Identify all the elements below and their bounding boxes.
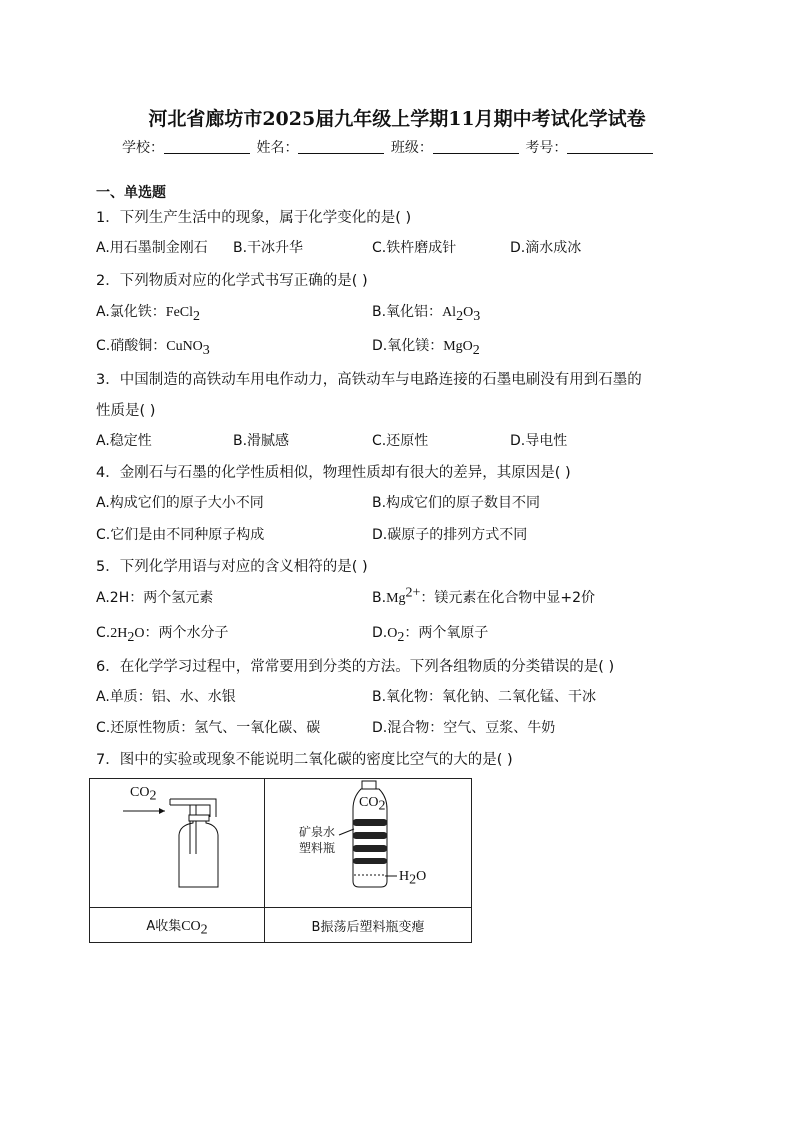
figure-b-label-line1: 矿泉水 (299, 825, 336, 839)
question-3-option-a[interactable]: A.稳定性 (96, 433, 152, 449)
question-7-stem: 7．图中的实验或现象不能说明二氧化碳的密度比空气的大的是( ) (96, 752, 513, 768)
question-4-option-b[interactable]: B.构成它们的原子数目不同 (372, 495, 541, 511)
question-2-option-b[interactable]: B.氧化铝：$Al_2O_3$ (372, 304, 481, 324)
figure-a-cell[interactable] (90, 779, 265, 908)
class-blank[interactable] (433, 139, 519, 154)
figure-a-co2-label: $CO_2$ (130, 785, 157, 804)
question-1-stem: 1．下列生产生活中的现象，属于化学变化的是( ) (96, 210, 412, 226)
number-label: 考号： (525, 140, 568, 156)
question-4-option-c[interactable]: C.它们是由不同种原子构成 (96, 527, 265, 543)
school-blank[interactable] (164, 139, 250, 154)
question-5-option-b[interactable]: $B.Mg^{2+}$：镁元素在化合物中显+2价 (372, 585, 596, 606)
name-label: 姓名： (256, 140, 299, 156)
question-2-option-a[interactable]: A.氯化铁：FeCl$_2$ (96, 304, 201, 324)
question-3-option-b[interactable]: B.滑腻感 (233, 433, 290, 449)
question-2-option-c[interactable]: C.硝酸铜：CuNO$_3$ (96, 338, 210, 358)
question-5-stem: 5．下列化学用语与对应的含义相符的是( ) (96, 559, 368, 575)
figure-a-caption: A收集$CO_2$ (90, 908, 265, 943)
question-5-option-a[interactable]: A.2H：两个氢元素 (96, 590, 214, 606)
school-label: 学校： (122, 140, 164, 156)
question-3-option-d[interactable]: D.导电性 (510, 433, 568, 449)
question-6-stem: 6．在化学学习过程中，常常要用到分类的方法。下列各组物质的分类错误的是( ) (96, 659, 615, 675)
gas-collection-bottle-icon (90, 779, 264, 903)
figure-b-caption: B振荡后塑料瓶变瘪 (265, 908, 472, 943)
question-7-figure-table (89, 778, 472, 943)
name-blank[interactable] (298, 139, 384, 154)
question-4-stem: 4．金刚石与石墨的化学性质相似，物理性质却有很大的差异，其原因是( ) (96, 465, 571, 481)
number-blank[interactable] (567, 139, 653, 154)
question-4-option-a[interactable]: A.构成它们的原子大小不同 (96, 495, 264, 511)
question-5-option-c[interactable]: $C.2H_2O$：两个水分子 (96, 625, 229, 645)
question-3-stem-line1: 3．中国制造的高铁动车用电作动力，高铁动车与电路连接的石墨电刷没有用到石墨的 (96, 372, 642, 388)
question-6-option-a[interactable]: A.单质：铝、水、水银 (96, 689, 236, 705)
question-1-option-c[interactable]: C.铁杵磨成针 (372, 240, 457, 256)
class-label: 班级： (390, 140, 433, 156)
question-4-option-d[interactable]: D.碳原子的排列方式不同 (372, 527, 528, 543)
figure-b-cell[interactable] (265, 779, 472, 908)
question-6-option-d[interactable]: D.混合物：空气、豆浆、牛奶 (372, 720, 556, 736)
figure-b-co2-label: $CO_2$ (359, 795, 386, 814)
student-info-line (122, 137, 655, 157)
question-6-option-b[interactable]: B.氧化物：氧化钠、二氧化锰、干冰 (372, 689, 597, 705)
question-1-option-b[interactable]: B.干冰升华 (233, 240, 304, 256)
page-title: 河北省廊坊市2025届九年级上学期11月期中考试化学试卷 (148, 108, 646, 130)
question-5-option-d[interactable]: $D.O_2$：两个氧原子 (372, 625, 489, 645)
section-heading: 一、单选题 (96, 185, 166, 201)
question-1-option-a[interactable]: A.用石墨制金刚石 (96, 240, 208, 256)
figure-b-label-line2: 塑料瓶 (299, 841, 336, 855)
question-2-option-d[interactable]: D.氧化镁：MgO$_2$ (372, 338, 480, 358)
question-3-stem-line2: 性质是( ) (96, 403, 156, 419)
figure-b-h2o-label: $H_2O$ (399, 869, 427, 888)
question-2-stem: 2．下列物质对应的化学式书写正确的是( ) (96, 273, 368, 289)
question-1-option-d[interactable]: D.滴水成冰 (510, 240, 582, 256)
question-6-option-c[interactable]: C.还原性物质：氢气、一氧化碳、碳 (96, 720, 321, 736)
question-3-option-c[interactable]: C.还原性 (372, 433, 429, 449)
